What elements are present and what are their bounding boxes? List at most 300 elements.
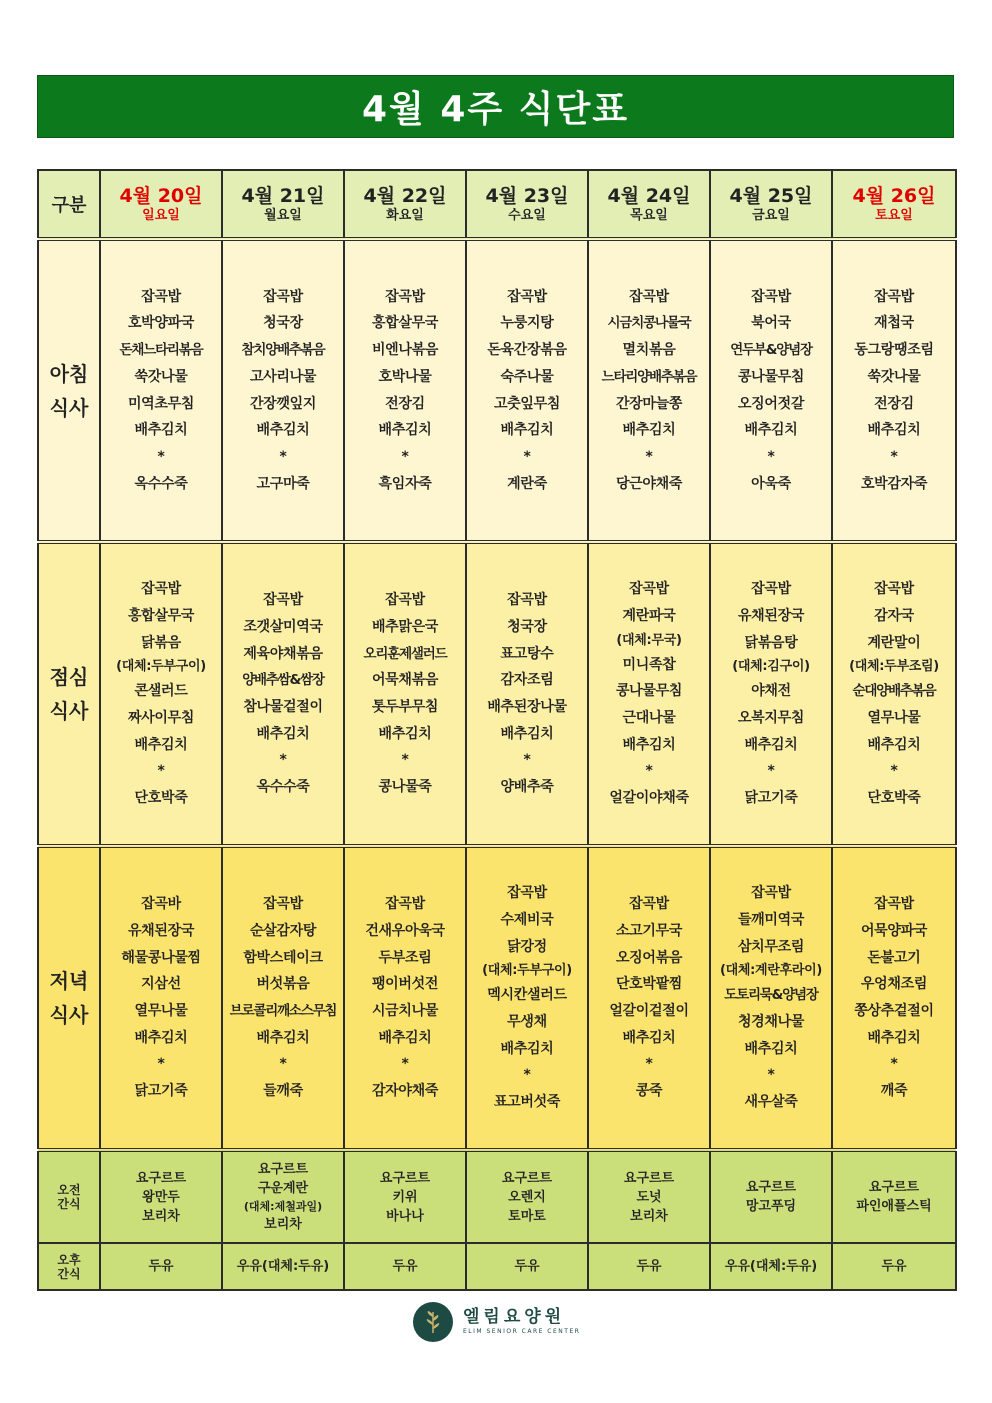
menu-item: 쑥갓나물 xyxy=(134,368,188,385)
snack-item: 왕만두 xyxy=(142,1189,180,1205)
menu-item: 홍합살무국 xyxy=(127,607,195,624)
menu-item: 옥수수죽 xyxy=(256,779,310,796)
day-header-cell xyxy=(222,170,344,239)
menu-item: 삼치무조림 xyxy=(737,938,805,955)
day-date: 4월 26일 xyxy=(852,184,936,207)
menu-item: * xyxy=(645,1056,653,1073)
menu-item-list xyxy=(467,284,587,498)
snack-am-label xyxy=(39,1183,99,1211)
menu-item: 비엔나볶음 xyxy=(371,342,439,359)
snack-am-cell xyxy=(222,1150,344,1243)
menu-item: 닭고기죽 xyxy=(134,1083,188,1100)
menu-item: 누룽지탕 xyxy=(500,315,554,332)
menu-item: 호박나물 xyxy=(378,368,432,385)
menu-item: 쑥갓나물 xyxy=(867,368,921,385)
menu-item: 동그랑땡조림 xyxy=(854,342,934,359)
menu-item: 잡곡밥 xyxy=(751,288,791,305)
logo-name: 엘림요양원 xyxy=(463,1307,566,1327)
snack-pm-cell xyxy=(588,1243,710,1290)
menu-item-list xyxy=(711,284,831,498)
snack-item-list xyxy=(101,1169,221,1226)
menu-item: 열무나물 xyxy=(134,1003,188,1019)
menu-item: 브로콜리깨소스무침 xyxy=(229,1003,337,1019)
day-header-cell xyxy=(588,170,710,239)
menu-item: 청국장 xyxy=(507,618,547,635)
menu-item: 오징어볶음 xyxy=(615,949,683,966)
menu-item: 들깨미역국 xyxy=(737,911,805,928)
menu-item: 계란파국 xyxy=(622,607,676,624)
menu-item: 배추김치 xyxy=(378,1029,432,1046)
menu-item: 배추김치 xyxy=(500,1040,554,1057)
menu-item: 조갯살미역국 xyxy=(243,618,323,635)
snack-am-cell xyxy=(832,1150,956,1243)
menu-item: 콩나물무침 xyxy=(615,683,683,700)
breakfast-menu-cell xyxy=(100,239,222,542)
snack-item-list xyxy=(589,1169,709,1226)
dinner-row xyxy=(38,846,956,1150)
menu-item: 아욱죽 xyxy=(751,475,791,492)
snack-item: 도넛 xyxy=(636,1189,662,1205)
menu-item: 잡곡밥 xyxy=(751,885,791,902)
breakfast-menu-cell xyxy=(222,239,344,542)
breakfast-menu-cell xyxy=(832,239,956,542)
menu-item: 미니족찹 xyxy=(622,656,676,673)
snack-pm-cell xyxy=(344,1243,466,1290)
menu-item: 배추김치 xyxy=(744,1040,798,1057)
menu-item: 옥수수죽 xyxy=(134,475,188,492)
menu-item: 배추김치 xyxy=(378,422,432,439)
menu-item: 배추김치 xyxy=(622,736,676,753)
snack-item: 요구르트 xyxy=(257,1162,309,1177)
lunch-menu-cell xyxy=(588,542,710,846)
meal-label-cell xyxy=(38,846,100,1150)
menu-item: * xyxy=(523,752,531,769)
snack-item: 우유(대체:두유) xyxy=(236,1259,330,1274)
menu-item: 버섯볶음 xyxy=(256,976,310,993)
breakfast-menu-cell xyxy=(588,239,710,542)
snack-item-list xyxy=(833,1257,955,1276)
menu-item: 잡곡밥 xyxy=(874,581,914,598)
snack-pm-cell xyxy=(466,1243,588,1290)
menu-item-list xyxy=(345,284,465,498)
snack-label-cell xyxy=(38,1243,100,1290)
snack-item: 바나나 xyxy=(386,1208,424,1224)
menu-item: 잡곡밥 xyxy=(874,896,914,913)
snack-am-label-line2: 간식 xyxy=(57,1197,81,1211)
menu-item: 쫑상추겉절이 xyxy=(854,1003,934,1019)
day-weekday: 목요일 xyxy=(630,207,668,223)
menu-item: * xyxy=(523,1067,531,1084)
day-date: 4월 23일 xyxy=(485,184,569,207)
menu-item-list xyxy=(711,880,831,1116)
snack-pm-label-line1: 오후 xyxy=(57,1252,81,1267)
menu-item: 잡곡밥 xyxy=(629,581,669,598)
menu-item: 배추김치 xyxy=(256,422,310,439)
menu-table xyxy=(37,169,957,1291)
menu-item: 연두부&양념장 xyxy=(730,342,812,359)
dinner-menu-cell xyxy=(344,846,466,1150)
menu-item: 북어국 xyxy=(751,315,791,332)
menu-item: 배추김치 xyxy=(378,725,432,742)
menu-item: 시금치콩나물국 xyxy=(607,315,691,332)
menu-item: 배추된장나물 xyxy=(487,699,567,715)
menu-item: 잡곡밥 xyxy=(385,288,425,305)
day-date: 4월 20일 xyxy=(119,184,203,207)
day-weekday: 수요일 xyxy=(508,207,546,223)
menu-item: 얼갈이야채죽 xyxy=(609,790,689,807)
menu-item: * xyxy=(279,448,287,465)
menu-item: * xyxy=(767,1067,775,1084)
breakfast-row xyxy=(38,239,956,542)
snack-item: 오렌지 xyxy=(508,1189,546,1205)
menu-item: * xyxy=(645,448,653,465)
menu-item: * xyxy=(890,763,898,780)
menu-item: 들깨죽 xyxy=(263,1083,303,1100)
header-label-cell xyxy=(38,170,100,239)
title-bar xyxy=(37,75,954,138)
menu-item: 근대나물 xyxy=(622,710,676,726)
menu-item: 표고탕수 xyxy=(500,645,554,662)
snack-item: 요구르트 xyxy=(868,1180,920,1195)
menu-item: 무생채 xyxy=(507,1014,547,1030)
day-date: 4월 22일 xyxy=(363,184,447,207)
menu-item-list xyxy=(223,891,343,1105)
menu-item: 순살감자탕 xyxy=(249,922,317,939)
menu-item-list xyxy=(101,576,221,812)
menu-item: 배추김치 xyxy=(500,422,554,439)
day-header-cell xyxy=(832,170,956,239)
menu-item: 단호박죽 xyxy=(867,790,921,807)
breakfast-menu-cell xyxy=(710,239,832,542)
menu-item: 잡곡밥 xyxy=(629,896,669,913)
snack-item: 보리차 xyxy=(630,1208,668,1224)
menu-item: (대체:김구이) xyxy=(732,659,810,675)
menu-item: * xyxy=(767,448,775,465)
menu-item: 함박스테이크 xyxy=(243,949,323,966)
menu-item: 호박양파국 xyxy=(127,315,195,332)
menu-item: 유채된장국 xyxy=(127,922,195,939)
snack-item: 요구르트 xyxy=(623,1170,675,1186)
page-title: 4월 4주 식단표 xyxy=(361,89,630,130)
snack-item-list xyxy=(101,1257,221,1276)
menu-item: 오복지무침 xyxy=(737,710,805,726)
menu-item: 콩나물죽 xyxy=(378,779,432,796)
breakfast-menu-cell xyxy=(466,239,588,542)
dinner-label-line1: 저녁 xyxy=(49,969,89,993)
snack-item-list xyxy=(711,1257,831,1276)
menu-item-list xyxy=(833,576,955,812)
menu-item: 시금치나물 xyxy=(371,1003,439,1019)
menu-item: (대체:두부구이) xyxy=(116,659,206,675)
snack-item: 키위 xyxy=(392,1189,418,1205)
snack-pm-label xyxy=(39,1253,99,1281)
menu-item: 표고버섯죽 xyxy=(493,1094,561,1111)
dinner-label xyxy=(39,964,99,1032)
menu-item: 당근야채죽 xyxy=(615,475,683,492)
menu-item: 잡곡밥 xyxy=(507,592,547,609)
lunch-menu-cell xyxy=(344,542,466,846)
snack-item: 두유 xyxy=(514,1259,540,1274)
menu-item: * xyxy=(157,1056,165,1073)
menu-item: 어묵채볶음 xyxy=(371,672,439,689)
menu-item: 감자국 xyxy=(874,607,914,624)
menu-item: 배추김치 xyxy=(867,736,921,753)
menu-item: 잡곡밥 xyxy=(629,288,669,305)
menu-item: 잡곡밥 xyxy=(385,592,425,609)
snack-item: (대체:제철과일) xyxy=(243,1200,323,1213)
lunch-menu-cell xyxy=(710,542,832,846)
snack-item: 구운계란 xyxy=(257,1181,309,1196)
snack-item: 요구르트 xyxy=(501,1170,553,1186)
menu-item: (대체:계란후라이) xyxy=(720,963,822,979)
menu-item-list xyxy=(711,576,831,812)
menu-item: 지삼선 xyxy=(141,976,181,993)
snack-item: 두유 xyxy=(148,1259,174,1274)
snack-pm-label-line2: 간식 xyxy=(57,1266,81,1281)
menu-item: 오징어젓갈 xyxy=(737,395,805,412)
menu-item: 참치양배추볶음 xyxy=(241,342,325,359)
menu-item: * xyxy=(767,763,775,780)
leaf-logo-icon xyxy=(413,1302,453,1342)
menu-item-list xyxy=(833,284,955,498)
day-header-cell xyxy=(710,170,832,239)
snack-item: 토마토 xyxy=(508,1208,546,1224)
dinner-label-line2: 식사 xyxy=(49,1003,89,1027)
menu-item: (대체:무국) xyxy=(616,632,682,648)
menu-item: 얼갈이겉절이 xyxy=(609,1003,689,1019)
menu-item: 배추김치 xyxy=(867,1029,921,1046)
menu-item: 잡곡밥 xyxy=(385,896,425,913)
breakfast-label-line2: 식사 xyxy=(49,395,89,420)
snack-pm-cell xyxy=(100,1243,222,1290)
menu-item: 돈불고기 xyxy=(867,949,921,966)
menu-item: 호박감자죽 xyxy=(860,475,928,492)
snack-am-cell xyxy=(588,1150,710,1243)
dinner-menu-cell xyxy=(222,846,344,1150)
snack-label-cell xyxy=(38,1150,100,1243)
menu-item: 닭강정 xyxy=(507,938,547,955)
day-weekday: 일요일 xyxy=(142,207,180,223)
logo-subtitle: ELIM SENIOR CARE CENTER xyxy=(463,1328,581,1335)
lunch-label xyxy=(39,660,99,728)
snack-am-cell xyxy=(100,1150,222,1243)
menu-item: 계란죽 xyxy=(507,475,547,492)
menu-item: * xyxy=(523,448,531,465)
menu-item: 잡곡밥 xyxy=(263,288,303,305)
menu-item: * xyxy=(157,448,165,465)
menu-item: (대체:두부조림) xyxy=(849,659,939,675)
dinner-menu-cell xyxy=(100,846,222,1150)
menu-item: 흑임자죽 xyxy=(378,475,432,492)
day-weekday: 금요일 xyxy=(752,207,790,223)
snack-item: 보리차 xyxy=(264,1217,302,1232)
menu-item: 참나물겉절이 xyxy=(243,699,323,715)
menu-item: 간장깻잎지 xyxy=(249,395,317,412)
menu-item: 청경채나물 xyxy=(737,1014,805,1030)
menu-item-list xyxy=(467,880,587,1116)
day-header-cell xyxy=(466,170,588,239)
menu-item: 야채전 xyxy=(751,683,791,700)
menu-item: 배추김치 xyxy=(134,736,188,753)
menu-item: 돈채느타리볶음 xyxy=(119,342,203,359)
menu-item: 잡곡밥 xyxy=(141,581,181,598)
menu-item: 전장김 xyxy=(385,395,425,412)
snack-item: 두유 xyxy=(636,1259,662,1274)
menu-item: 잡곡밥 xyxy=(751,581,791,598)
menu-item: * xyxy=(890,448,898,465)
menu-item: 단호박죽 xyxy=(134,790,188,807)
menu-item: 배추김치 xyxy=(134,1029,188,1046)
menu-item: 느타리양배추볶음 xyxy=(601,368,697,385)
snack-am-cell xyxy=(710,1150,832,1243)
snack-item-list xyxy=(467,1169,587,1226)
menu-item: 배추맑은국 xyxy=(371,618,439,635)
day-weekday: 화요일 xyxy=(386,207,424,223)
snack-item: 요구르트 xyxy=(135,1170,187,1186)
menu-item: 콘샐러드 xyxy=(134,683,188,700)
menu-item: * xyxy=(645,763,653,780)
header-row xyxy=(38,170,956,239)
snack-pm-cell xyxy=(710,1243,832,1290)
menu-item: 해물콩나물찜 xyxy=(121,949,201,966)
snack-am-cell xyxy=(466,1150,588,1243)
menu-item: 배추김치 xyxy=(500,725,554,742)
snack-item: 두유 xyxy=(392,1259,418,1274)
menu-item: 두부조림 xyxy=(378,949,432,966)
snack-pm-row xyxy=(38,1243,956,1290)
menu-item: * xyxy=(890,1056,898,1073)
menu-item: 수제비국 xyxy=(500,911,554,928)
menu-item: 제육야채볶음 xyxy=(243,645,323,662)
lunch-label-line2: 식사 xyxy=(49,699,89,723)
menu-item: 잡곡밥 xyxy=(874,288,914,305)
menu-item: 돈육간장볶음 xyxy=(487,342,567,359)
snack-am-label-line1: 오전 xyxy=(57,1183,81,1197)
menu-item: 재첩국 xyxy=(874,315,914,332)
menu-item: 멸치볶음 xyxy=(622,342,676,359)
snack-item: 파인애플스틱 xyxy=(856,1199,932,1214)
menu-item: 배추김치 xyxy=(622,1029,676,1046)
dinner-menu-cell xyxy=(588,846,710,1150)
logo-text xyxy=(463,1307,580,1337)
menu-item: 단호박팥찜 xyxy=(615,976,683,993)
day-date: 4월 21일 xyxy=(241,184,325,207)
menu-item: 톳두부무침 xyxy=(371,699,439,715)
snack-item-list xyxy=(223,1160,343,1234)
menu-item: 배추김치 xyxy=(867,422,921,439)
menu-item: 잡곡밥 xyxy=(507,885,547,902)
menu-item: 잡곡밥 xyxy=(141,288,181,305)
menu-item: 배추김치 xyxy=(744,736,798,753)
menu-item: 고구마죽 xyxy=(256,475,310,492)
menu-item: 청국장 xyxy=(263,315,303,332)
menu-item: 감자조림 xyxy=(500,672,554,689)
menu-item: 닭볶음탕 xyxy=(744,634,798,651)
menu-item-list xyxy=(223,587,343,801)
menu-item: (대체:두부구이) xyxy=(482,963,572,979)
menu-item: 어묵양파국 xyxy=(860,922,928,939)
menu-item: * xyxy=(279,752,287,769)
header-label: 구분 xyxy=(51,195,87,216)
menu-item: 전장김 xyxy=(874,395,914,412)
menu-item: * xyxy=(401,752,409,769)
menu-item: 우엉채조림 xyxy=(860,976,928,993)
menu-item: 새우살죽 xyxy=(744,1094,798,1111)
menu-item: 고사리나물 xyxy=(249,368,317,385)
lunch-menu-cell xyxy=(100,542,222,846)
meal-label-cell xyxy=(38,542,100,846)
menu-item: 배추김치 xyxy=(134,422,188,439)
lunch-menu-cell xyxy=(466,542,588,846)
menu-item: 멕시칸샐러드 xyxy=(487,987,567,1004)
menu-item-list xyxy=(589,576,709,812)
lunch-menu-cell xyxy=(222,542,344,846)
menu-item: 감자야채죽 xyxy=(371,1083,439,1100)
menu-item: 오리훈제샐러드 xyxy=(363,645,447,662)
menu-item: 미역초무침 xyxy=(127,395,195,412)
menu-item-list xyxy=(101,891,221,1105)
menu-item: 잡곡밥 xyxy=(263,592,303,609)
menu-item: 열무나물 xyxy=(867,710,921,726)
dinner-menu-cell xyxy=(710,846,832,1150)
snack-item-list xyxy=(467,1257,587,1276)
menu-item: * xyxy=(401,448,409,465)
menu-item-list xyxy=(467,587,587,801)
menu-item: 배추김치 xyxy=(622,422,676,439)
snack-am-cell xyxy=(344,1150,466,1243)
day-date: 4월 24일 xyxy=(607,184,691,207)
menu-item: 배추김치 xyxy=(256,1029,310,1046)
snack-pm-cell xyxy=(832,1243,956,1290)
menu-item: 닭고기죽 xyxy=(744,790,798,807)
snack-item-list xyxy=(589,1257,709,1276)
menu-item: * xyxy=(279,1056,287,1073)
menu-item: 홍합살무국 xyxy=(371,315,439,332)
menu-item-list xyxy=(589,891,709,1105)
snack-item: 두유 xyxy=(881,1259,907,1274)
snack-item-list xyxy=(833,1178,955,1216)
lunch-row xyxy=(38,542,956,846)
snack-item: 요구르트 xyxy=(379,1170,431,1186)
footer-logo xyxy=(413,1301,588,1343)
menu-item: 도토리묵&양념장 xyxy=(724,987,818,1004)
menu-item: 닭볶음 xyxy=(141,634,181,651)
lunch-label-line1: 점심 xyxy=(49,665,89,689)
menu-item-list xyxy=(833,891,955,1105)
menu-item: 콩죽 xyxy=(635,1083,663,1100)
menu-item: 배추김치 xyxy=(256,725,310,742)
menu-item-list xyxy=(101,284,221,498)
day-header-cell xyxy=(100,170,222,239)
day-weekday: 월요일 xyxy=(264,207,302,223)
menu-item: 계란말이 xyxy=(867,634,921,651)
day-date: 4월 25일 xyxy=(729,184,813,207)
menu-item-list xyxy=(589,284,709,498)
snack-pm-cell xyxy=(222,1243,344,1290)
breakfast-label-line1: 아침 xyxy=(49,361,89,386)
menu-item: 짜사이무침 xyxy=(127,710,195,726)
meal-label-cell xyxy=(38,239,100,542)
menu-item: 소고기무국 xyxy=(615,922,683,939)
menu-item: 양배추죽 xyxy=(500,779,554,796)
lunch-menu-cell xyxy=(832,542,956,846)
snack-item-list xyxy=(345,1257,465,1276)
breakfast-label xyxy=(39,357,99,425)
menu-item: 순대양배추볶음 xyxy=(852,683,936,700)
snack-item: 보리차 xyxy=(142,1208,180,1224)
menu-item-list xyxy=(223,284,343,498)
menu-item: * xyxy=(401,1056,409,1073)
